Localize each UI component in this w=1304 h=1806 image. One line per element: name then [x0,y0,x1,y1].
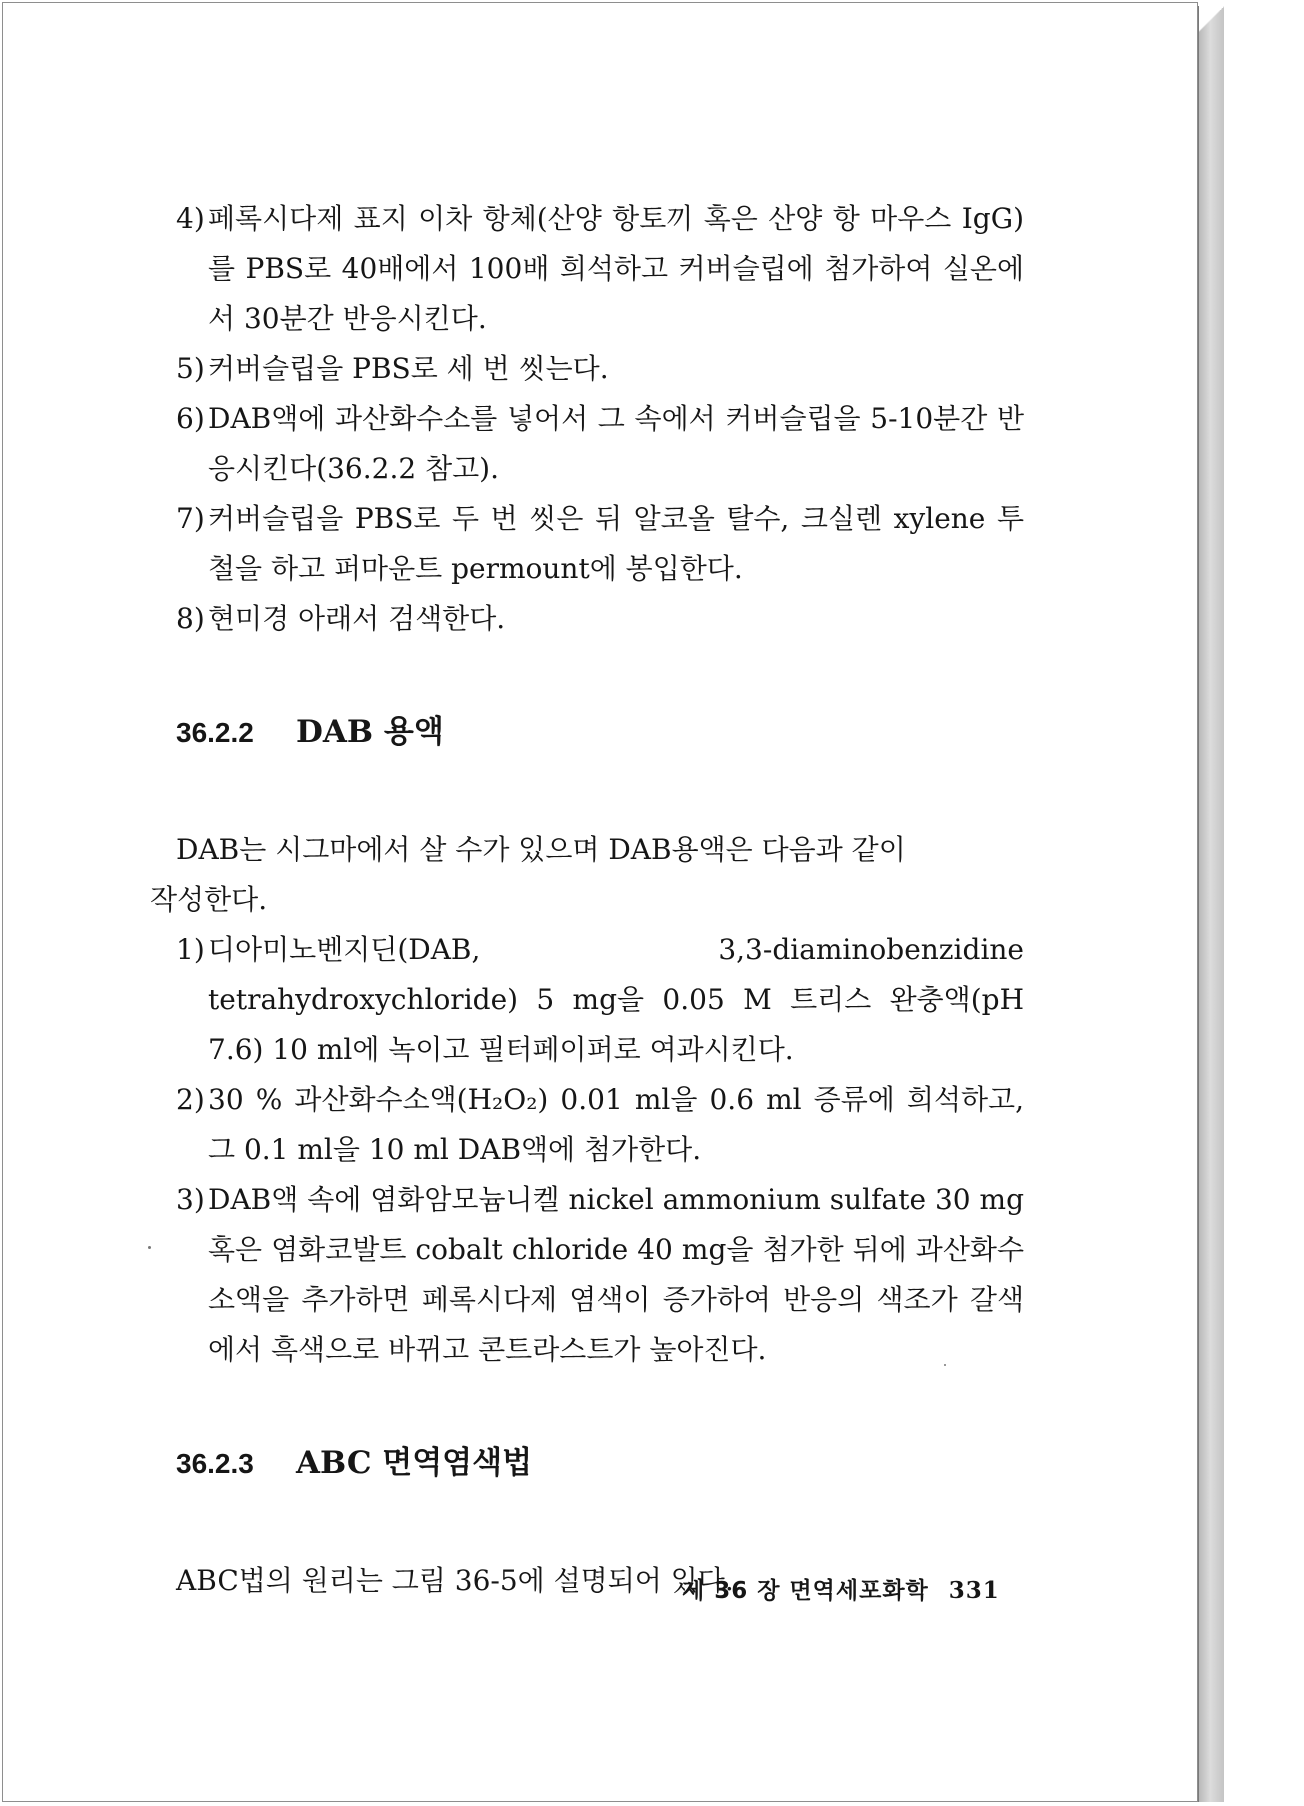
list-item [176,1075,1024,1175]
section-number: 36.2.3 [176,1448,254,1479]
paper-speck [148,1246,151,1249]
item-text: DAB액 속에 염화암모늄니켈 nickel ammonium sulfate 30 mg 혹은 염화코발트 cobalt chloride 40 mg을 첨가한 뒤에 과산화수소액을 추가하면 페록시다제 염색이 증가하여 반응의 색조가 갈색에서 흑색으로 바뀌고 콘트라스트가 높아진다. [208,1183,1024,1366]
item-number: 5) [176,352,205,385]
chapter-title: 제 36 장 면역세포화학 [682,1578,929,1604]
item-number: 1) [176,933,205,966]
page-edge-shadow [1198,6,1224,1802]
section-number: 36.2.2 [176,717,254,748]
item-text: 30 % 과산화수소액(H₂O₂) 0.01 ml을 0.6 ml 증류에 희석하고, 그 0.1 ml을 10 ml DAB액에 첨가한다. [208,1083,1024,1166]
running-footer [682,1572,1000,1605]
item-number: 6) [176,402,205,435]
page-content [150,194,1024,1606]
list-item [176,925,1024,1075]
item-number: 3) [176,1183,205,1216]
item-text: 디아미노벤지딘(DAB, 3,3-diaminobenzidine tetrahydroxychloride) 5 mg을 0.05 M 트리스 완충액(pH 7.6) 10 ml에 녹이고 필터페이퍼로 여과시킨다. [208,933,1024,1066]
page-number: 331 [948,1577,1000,1604]
section-title: DAB 용액 [296,714,444,750]
item-text: 커버슬립을 PBS로 두 번 씻은 뒤 알코올 탈수, 크실렌 xylene 투철을 하고 퍼마운트 permount에 봉입한다. [208,502,1024,585]
item-number: 2) [176,1083,205,1116]
paper-speck [944,1364,946,1366]
item-number: 7) [176,502,205,535]
intro-line: DAB는 시그마에서 살 수가 있으며 DAB용액은 다음과 같이 [176,833,906,866]
section-intro [150,825,1024,925]
list-item [176,344,1024,394]
dab-list [176,925,1024,1375]
item-text: 커버슬립을 PBS로 세 번 씻는다. [208,352,609,385]
list-item [176,494,1024,594]
section-heading [176,710,1024,755]
intro-line: 작성한다. [150,883,268,916]
item-text: DAB액에 과산화수소를 넣어서 그 속에서 커버슬립을 5-10분간 반응시킨다(36.2.2 참고). [208,402,1024,485]
section-title: ABC 면역염색법 [296,1445,533,1481]
item-text: 페록시다제 표지 이차 항체(산양 항토끼 혹은 산양 항 마우스 IgG)를 PBS로 40배에서 100배 희석하고 커버슬립에 첨가하여 실온에서 30분간 반응시킨다. [208,202,1024,335]
list-item [176,1175,1024,1375]
list-item [176,194,1024,344]
section-heading [176,1441,1024,1486]
item-number: 8) [176,602,205,635]
list-item [176,594,1024,644]
protocol-list [176,194,1024,644]
item-number: 4) [176,202,205,235]
list-item [176,394,1024,494]
item-text: 현미경 아래서 검색한다. [208,602,506,635]
section-intro: ABC법의 원리는 그림 36-5에 설명되어 있다. [176,1564,734,1597]
